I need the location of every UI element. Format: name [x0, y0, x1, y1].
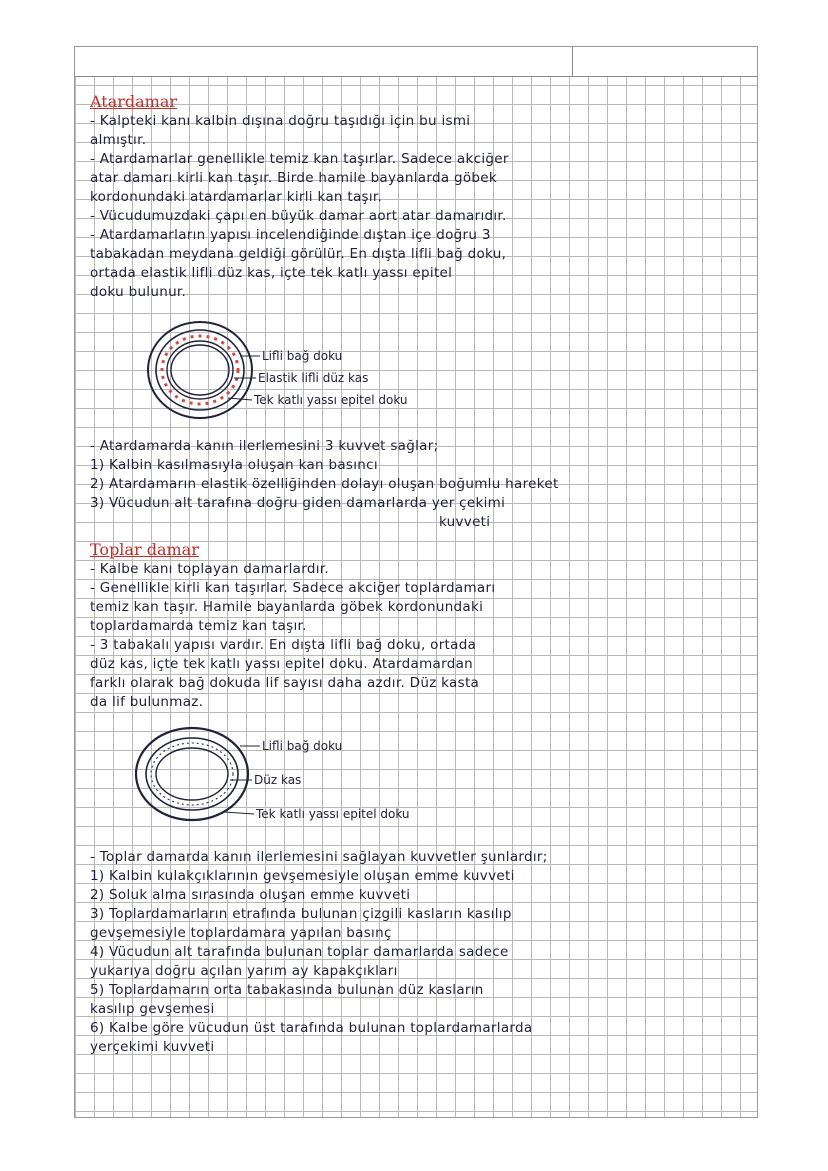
header-divider	[572, 47, 573, 76]
vein-label-3: Tek katlı yassı epitel doku	[256, 807, 410, 821]
artery-inner-layer	[171, 345, 229, 395]
artery-label-1: Lifli bağ doku	[262, 349, 343, 363]
vein-outer-layer-inner-edge	[146, 738, 238, 810]
vein-forces: - Toplar damarda kanın ilerlemesini sağlayan kuvvetler şunlardır; 1) Kalbin kulakçıklarının gevşemesiyle oluşan emme kuvveti 2) Soluk alma sırasında oluşan emme kuvveti 3) Toplardamarların etrafında bulunan çizgili kasların kasılıp gevşemesiyle toplardamara yapılan basınç 4) Vücudun alt tarafında bulunan toplar damarlarda sadece yukarıya doğru açılan yarım ay kapakçıkları 5) Toplardamarın orta tabakasında bulunan düz kasların kasılıp gevşemesi 6) Kalbe göre vücudun üst tarafında bulunan toplardamarlarda yerçekimi kuvveti	[90, 849, 548, 1055]
artery-forces: - Atardamarda kanın ilerlemesini 3 kuvvet sağlar; 1) Kalbin kasılmasıyla oluşan kan basıncı 2) Atardamarın elastik özelliğinden dolayı oluşan boğumlu hareket 3) Vücudun alt tarafına doğru giden damarlarda yer çekimi kuvveti	[90, 438, 559, 530]
vein-paragraph: - Kalbe kanı toplayan damarlardır. - Genellikle kirli kan taşırlar. Sadece akciğer toplardamarı temiz kan taşır. Hamile bayanlarda göbek kordonundaki toplardamarda temiz kan taşır. - 3 tabakalı yapısı vardır. En dışta lifli bağ doku, ortada düz kas, içte tek katlı yassı epitel doku. Atardamardan farklı olarak bağ dokuda lif sayısı daha azdır. Düz kasta da lif bulunmaz.	[90, 561, 496, 710]
artery-title: Atardamar	[90, 92, 178, 111]
vein-label-2: Düz kas	[254, 773, 302, 787]
vein-pointer-3	[224, 812, 254, 814]
header-strip	[75, 47, 757, 77]
artery-middle-layer-edge	[167, 341, 233, 399]
artery-paragraph: - Kalpteki kanı kalbin dışına doğru taşıdığı için bu ismi almıştır. - Atardamarlar genellikle temiz kan taşırlar. Sadece akciğer atar damarı kirli kan taşır. Birde hamile bayanlarda göbek kordonundaki atardamarlar kirli kan taşır. - Vücudumuzdaki çapı en büyük damar aort atar damarıdır. - Atardamarların yapısı incelendiğinde dıştan içe doğru 3 tabakadan meydana geldiği görülür. En dışta lifli bağ doku, ortada elastik lifli düz kas, içte tek katlı yassı epitel doku bulunur.	[90, 113, 509, 300]
artery-diagram	[140, 318, 580, 428]
artery-label-2: Elastik lifli düz kas	[258, 371, 369, 385]
vein-outer-layer	[136, 728, 248, 820]
artery-label-3: Tek katlı yassı epitel doku	[254, 393, 408, 407]
vein-diagram	[132, 722, 572, 832]
artery-middle-layer	[162, 336, 238, 404]
vein-middle-layer	[151, 743, 233, 805]
vein-inner-layer	[156, 748, 228, 800]
vein-label-1: Lifli bağ doku	[262, 739, 343, 753]
vein-title: Toplar damar	[90, 540, 199, 559]
